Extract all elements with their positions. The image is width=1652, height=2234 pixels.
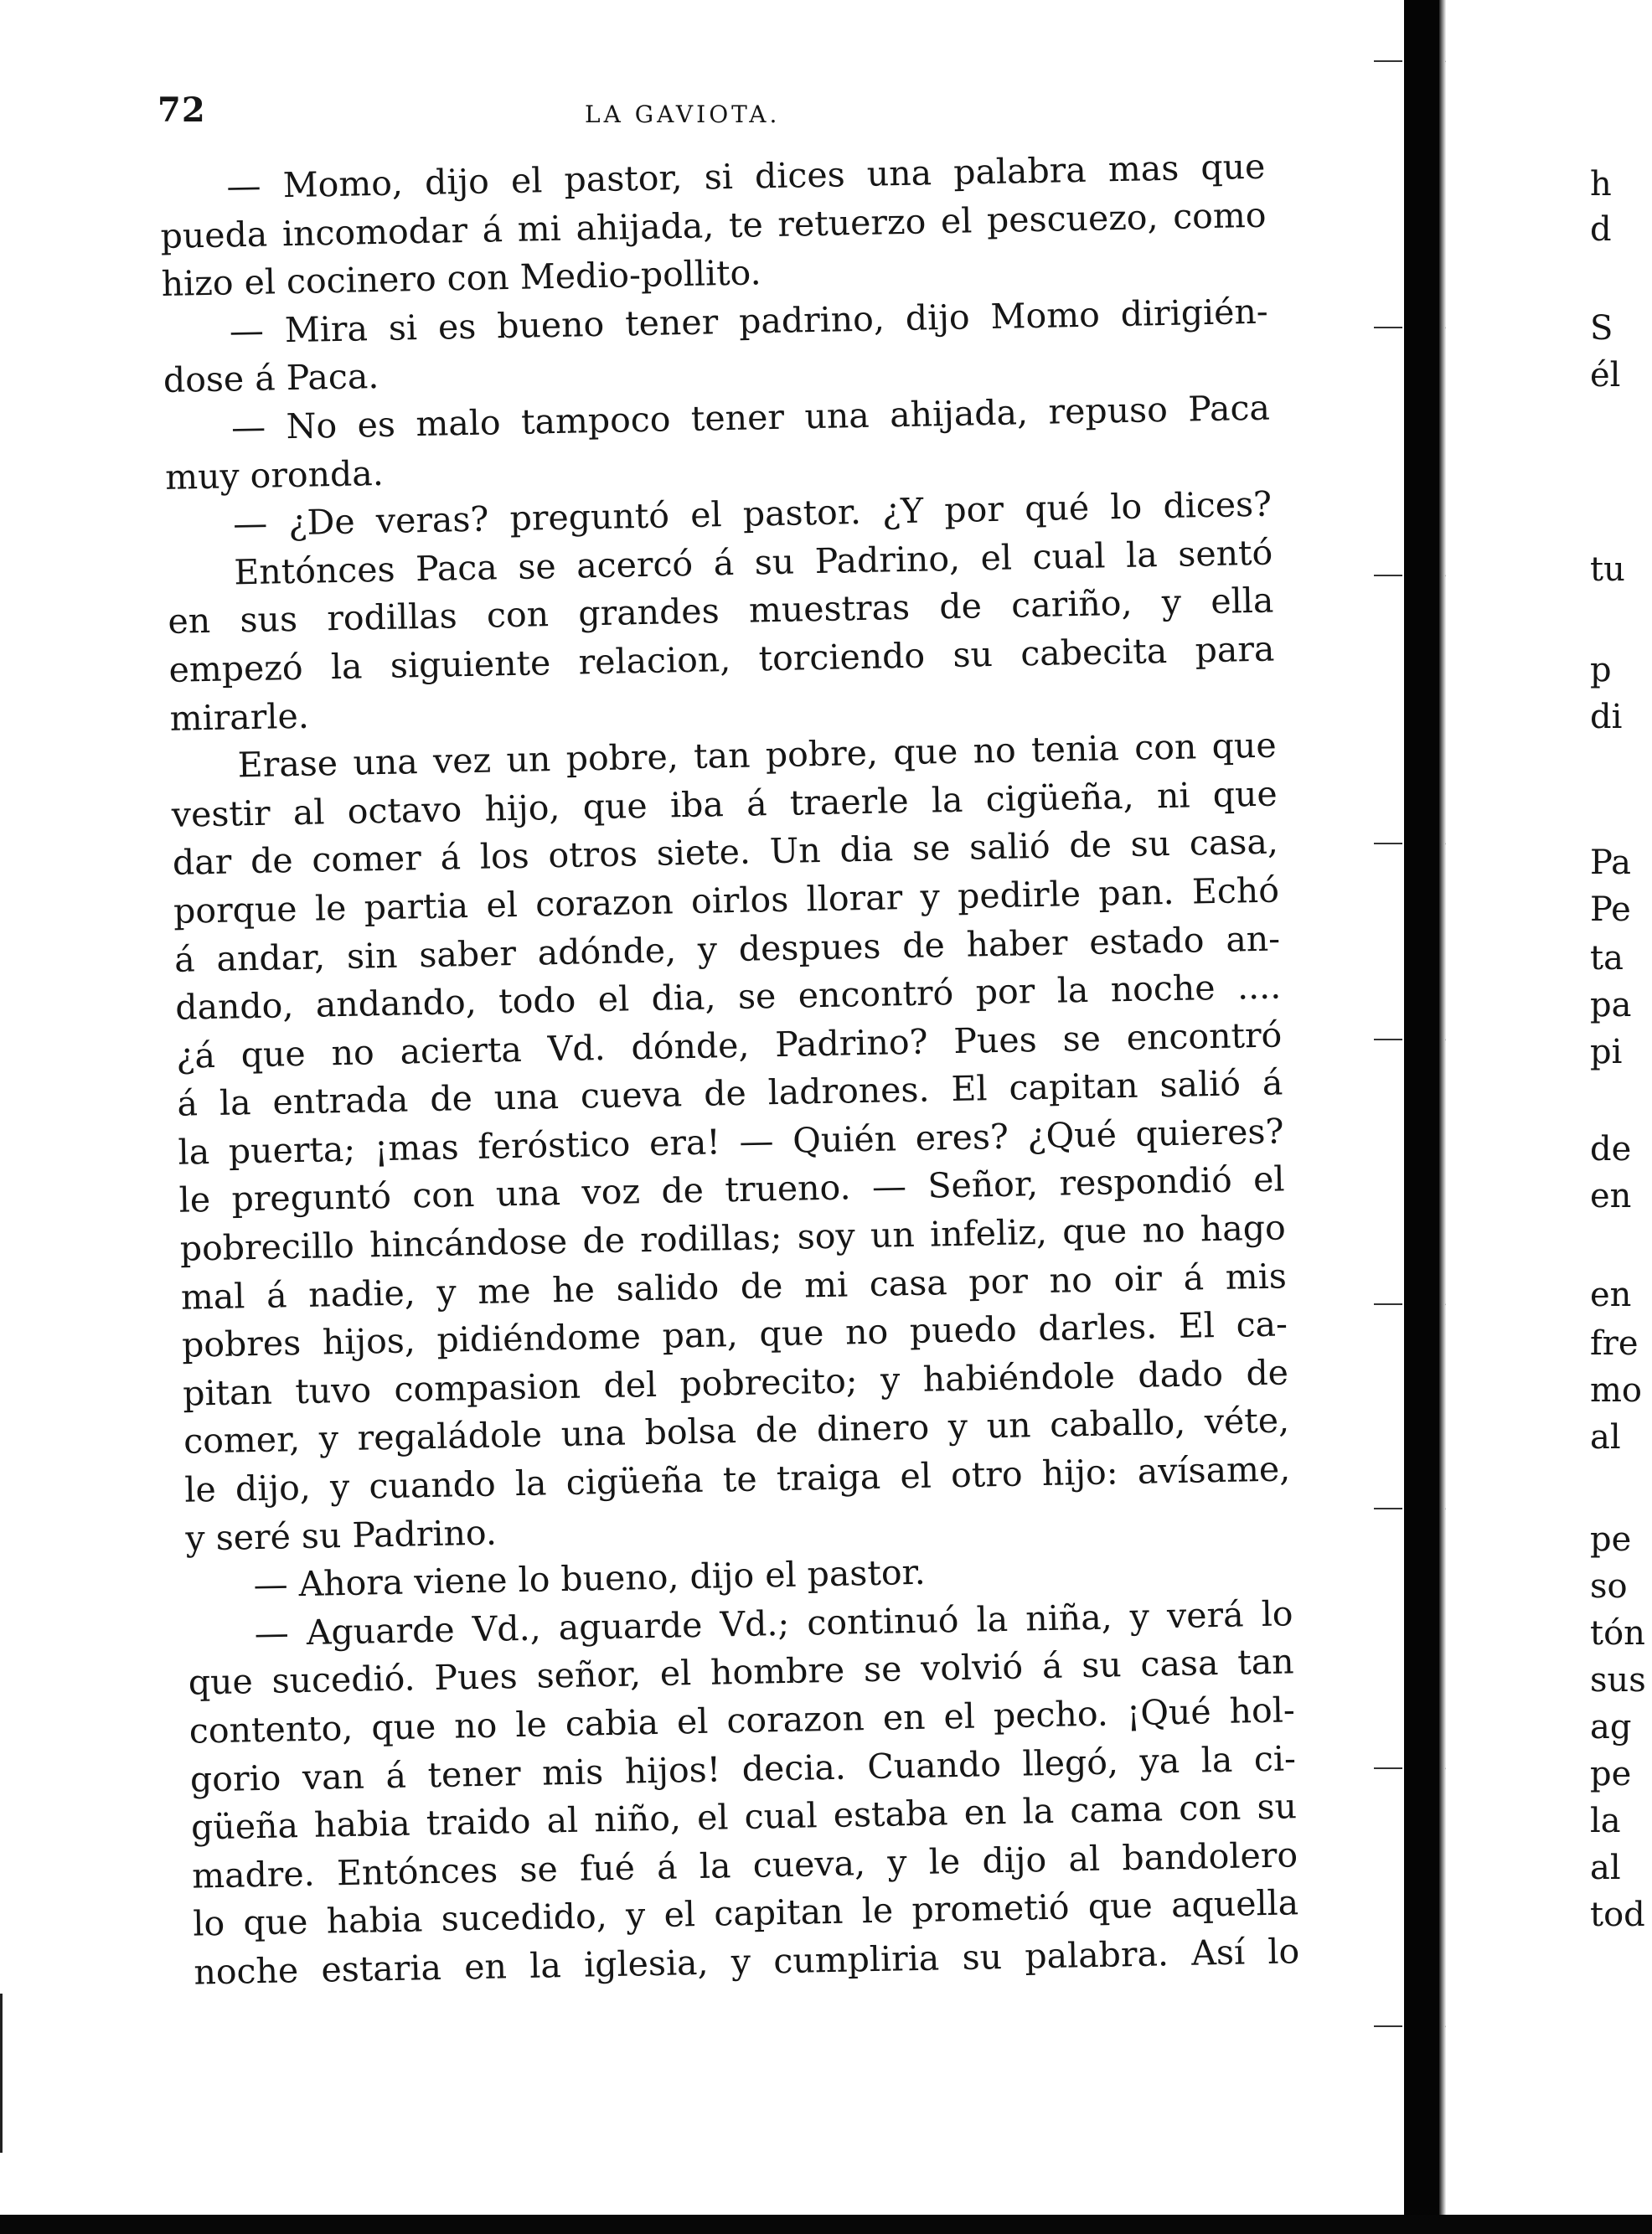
facing-page-fragment: d	[1590, 210, 1612, 249]
facing-page-fragment: fre	[1590, 1324, 1639, 1363]
text-line: le dijo, y cuando la cigüeña te traiga el otro hijo: avísame,	[183, 1448, 1291, 1510]
text-line: pitan tuvo compasion del pobrecito; y habiéndole dado de	[182, 1352, 1289, 1414]
facing-page-fragment: Pa	[1590, 844, 1631, 882]
text-line: hizo el cocinero con Medio-pollito.	[161, 252, 761, 305]
text-line: madre. Entónces se fué á la cueva, y le dijo al bandolero	[191, 1834, 1298, 1896]
text-line: pobres hijos, pidiéndome pan, que no puedo darles. El ca-	[181, 1303, 1288, 1365]
text-line: á andar, sin saber adónde, y despues de haber estado an-	[173, 917, 1281, 980]
scan-bottom-border	[0, 2215, 1652, 2234]
text-line: lo que habia sucedido, y el capitan le prometió que aquella	[192, 1882, 1299, 1944]
facing-page-fragment: pi	[1590, 1033, 1623, 1071]
facing-page-fragment: tón	[1590, 1614, 1645, 1653]
text-line: contento, que no le cabia el corazon en el pecho. ¡Qué hol-	[188, 1690, 1296, 1752]
page-number: 72	[157, 90, 206, 130]
text-line: empezó la siguiente relacion, torciendo su cabecita para	[168, 628, 1275, 690]
text-line: la puerta; ¡mas feróstico era! — Quién eres? ¿Qué quieres?	[178, 1111, 1284, 1173]
page-edge-mark	[0, 1994, 3, 2153]
text-line: dando, andando, todo el dia, se encontró por la noche ....	[174, 966, 1282, 1028]
facing-page-fragment: pe	[1590, 1520, 1632, 1559]
facing-page-fragment: ag	[1590, 1708, 1632, 1746]
text-line: — Momo, dijo el pastor, si dices una palabra mas que	[226, 146, 1266, 207]
text-line: — No es malo tampoco tener una ahijada, repuso Paca	[230, 387, 1271, 448]
facing-page-fragment: di	[1590, 698, 1623, 736]
facing-page-fragment: Pe	[1590, 890, 1631, 929]
text-line: que sucedió. Pues señor, el hombre se volvió á su casa tan	[188, 1641, 1295, 1704]
facing-page-fragment: la	[1590, 1802, 1621, 1840]
text-line: muy oronda.	[164, 452, 385, 498]
book-binding-gutter	[1404, 0, 1439, 2234]
facing-page-fragment: tu	[1590, 550, 1625, 589]
facing-page-fragment: pe	[1590, 1755, 1632, 1793]
facing-page-fragment: mo	[1590, 1371, 1643, 1410]
text-line: — Mira si es bueno tener padrino, dijo Momo dirigién-	[229, 291, 1269, 352]
facing-page-fragment: S	[1590, 309, 1613, 348]
text-line: comer, y regaládole una bolsa de dinero y un caballo, véte,	[183, 1400, 1290, 1463]
facing-page-fragment: él	[1590, 356, 1621, 395]
text-line: Erase una vez un pobre, tan pobre, que no tenia con que	[237, 725, 1278, 786]
facing-page-fragment: tod	[1590, 1896, 1645, 1934]
facing-page-fragment: en	[1590, 1276, 1632, 1314]
facing-page-fragment: so	[1590, 1567, 1628, 1606]
text-line: pueda incomodar á mi ahijada, te retuerzo el pescuezo, como	[160, 194, 1267, 256]
facing-page-fragment: al	[1590, 1418, 1621, 1457]
text-line: pobrecillo hincándose de rodillas; soy un infeliz, que no hago	[179, 1207, 1287, 1269]
facing-page-fragment: h	[1590, 165, 1612, 204]
text-line: — Aguarde Vd., aguarde Vd.; continuó la niña, y verá lo	[254, 1593, 1293, 1654]
text-line: dose á Paca.	[163, 356, 379, 401]
text-line: dar de comer á los otros siete. Un dia se salió de su casa,	[172, 821, 1279, 884]
facing-page-fragment: en	[1590, 1177, 1632, 1215]
body-text	[159, 143, 1301, 2057]
facing-page-fragment: ta	[1590, 939, 1624, 978]
text-line: le preguntó con una voz de trueno. — Señor, respondió el	[178, 1158, 1285, 1221]
text-line: porque le partia el corazon oirlos llorar y pedirle pan. Echó	[173, 869, 1280, 931]
text-line: güeña habia traido al niño, el cual estaba en la cama con su	[190, 1786, 1298, 1848]
page-header	[157, 90, 1263, 141]
gutter-shadow	[1439, 0, 1446, 2234]
facing-page-fragment: de	[1590, 1130, 1632, 1169]
text-line: noche estaria en la iglesia, y cumpliria su palabra. Así lo	[193, 1931, 1300, 1993]
running-title: LA GAVIOTA.	[585, 101, 781, 128]
text-line: gorio van á tener mis hijos! decia. Cuando llegó, ya la ci-	[189, 1737, 1297, 1800]
text-line: Entónces Paca se acercó á su Padrino, el cual la sentó	[233, 532, 1273, 593]
text-line: — Ahora viene lo bueno, dijo el pastor.	[253, 1551, 927, 1606]
text-line: — ¿De veras? preguntó el pastor. ¿Y por qué lo dices?	[232, 483, 1273, 544]
text-line: vestir al octavo hijo, que iba á traerle la cigüeña, ni que	[171, 773, 1278, 835]
text-line: mirarle.	[169, 695, 310, 739]
facing-page-fragment: pa	[1590, 986, 1632, 1024]
facing-page-fragment: al	[1590, 1849, 1621, 1887]
text-line: mal á nadie, y me he salido de mi casa por no oir á mis	[180, 1256, 1288, 1318]
text-line: en sus rodillas con grandes muestras de cariño, y ella	[168, 580, 1274, 642]
text-line: á la entrada de una cueva de ladrones. El capitan salió á	[177, 1062, 1283, 1125]
text-line: y seré su Padrino.	[185, 1512, 498, 1559]
facing-page-fragment: p	[1590, 651, 1612, 689]
text-line: ¿á que no acierta Vd. dónde, Padrino? Pues se encontró	[175, 1014, 1283, 1076]
facing-page-fragment: sus	[1590, 1661, 1646, 1700]
facing-page-edge	[1446, 0, 1652, 2234]
